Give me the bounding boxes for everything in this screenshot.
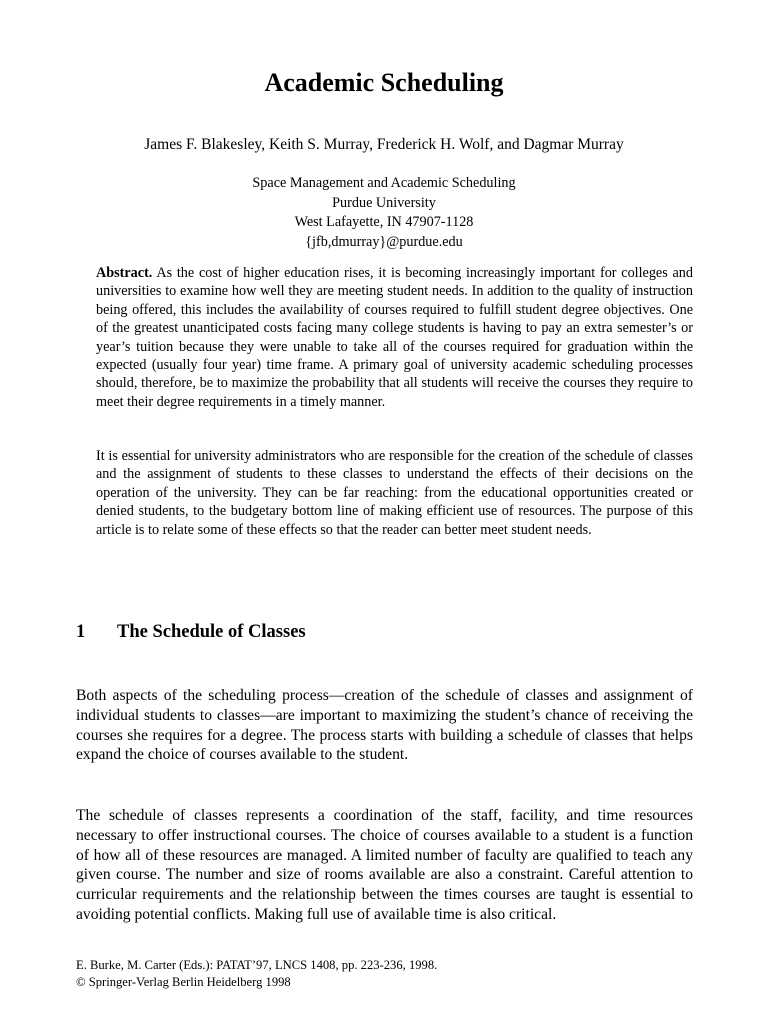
affiliation-address: West Lafayette, IN 47907-1128 [294, 214, 474, 230]
body-paragraph-2 [76, 806, 693, 925]
paper-title: Academic Scheduling [264, 68, 504, 97]
affiliation-block [0, 174, 768, 252]
author-list: James F. Blakesley, Keith S. Murray, Frederick H. Wolf, and Dagmar Murray [144, 136, 624, 153]
body-text-2: The schedule of classes represents a coordination of the staff, facility, and time resources necessary to offer instructional courses. The choice of courses available to a student is a function of how all of these resources are managed. A limited number of faculty are qualified to teach any given course. The number and size of rooms available are also a constraint. Careful attention to curricular requirements and the relationship between the times courses are taught is essential to avoiding potential conflicts. Making full use of available time is also critical. [76, 807, 693, 923]
affiliation-email: {jfb,dmurray}@purdue.edu [305, 233, 463, 250]
body-paragraph-1 [76, 686, 693, 765]
abstract-paragraph-1 [96, 264, 693, 411]
section-heading [76, 620, 306, 644]
abstract-label: Abstract. [96, 265, 153, 281]
affiliation-department: Space Management and Academic Scheduling [252, 175, 516, 191]
body-text-1: Both aspects of the scheduling process—creation of the schedule of classes and assignment of individual students to classes—are important to maximizing the student’s chance of receiving the courses she requires for a degree. The process starts with building a schedule of classes that helps expand the choice of courses available to the student. [76, 687, 693, 764]
copyright-line: © Springer-Verlag Berlin Heidelberg 1998 [76, 975, 291, 989]
affiliation-university: Purdue University [332, 194, 436, 211]
section-title: The Schedule of Classes [117, 622, 306, 642]
section-number: 1 [76, 622, 86, 642]
citation-line: E. Burke, M. Carter (Eds.): PATAT’97, LNCS 1408, pp. 223-236, 1998. [76, 958, 438, 972]
abstract-text-2: It is essential for university administrators who are responsible for the creation of the schedule of classes and the assignment of students to these classes to understand the effects of their decisions on the operation of the university. They can be far reaching: from the educational opportunities created or denied students, to the budgetary bottom line of making efficient use of resources. The purpose of this article is to relate some of these effects so that the reader can better meet student needs. [96, 448, 693, 538]
abstract-paragraph-2 [96, 447, 693, 539]
citation-footer [76, 957, 437, 991]
abstract-text-1: As the cost of higher education rises, it is becoming increasingly important for colleges and universities to examine how well they are meeting student needs. In addition to the quality of instruction being offered, this includes the availability of courses required to fulfill student degree objectives. One of the greatest unanticipated costs facing many college students is having to pay an extra semester’s or year’s tuition because they were unable to take all of the courses required for graduation within the expected (usually four year) time frame. A primary goal of university academic scheduling processes should, therefore, be to maximize the probability that all students will receive the courses they require to meet their degree requirements in a timely manner. [96, 265, 693, 410]
